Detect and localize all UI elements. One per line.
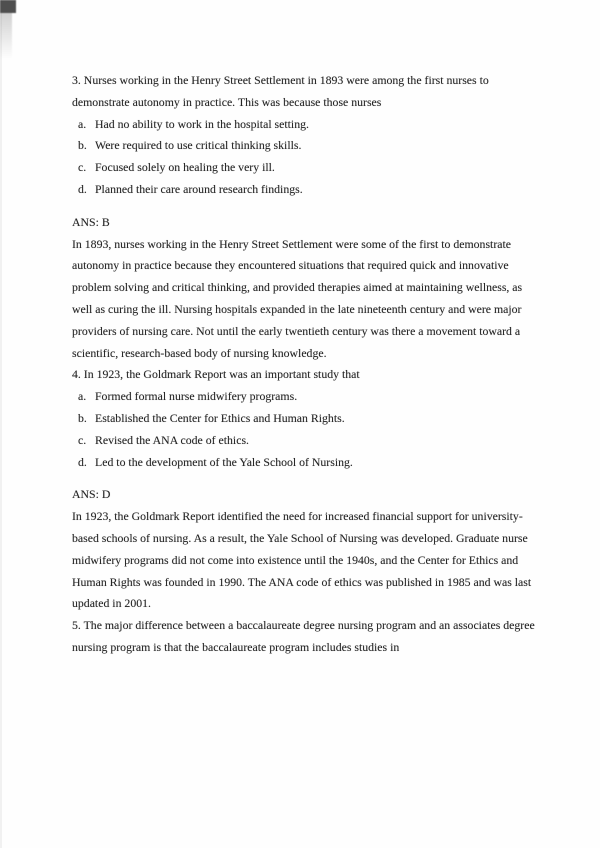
option-row — [72, 430, 544, 452]
option-row — [72, 157, 544, 179]
question-4-text: 4. In 1923, the Goldmark Report was an important study that — [72, 367, 360, 382]
option-row — [72, 135, 544, 157]
option-letter: d. — [78, 181, 87, 196]
question-3-rationale: In 1893, nurses working in the Henry Street Settlement were some of the first to demonstrate autonomy in practice because they encountered situations that required quick and innovative problem solving and critical thinking, and provided therapies aimed at maintaining wellness, as well as curing the ill. Nursing hospitals expanded in the late nineteenth century and were major providers of nursing care. Not until the early twentieth century was there a movement toward a scientific, research-based body of nursing knowledge. — [72, 236, 523, 360]
option-letter: c. — [78, 160, 87, 175]
option-row — [72, 452, 544, 474]
question-4-answer: ANS: D — [72, 487, 111, 502]
option-text: Led to the development of the Yale School of Nursing. — [95, 454, 353, 469]
question-4-options — [72, 386, 544, 473]
option-letter: b. — [78, 410, 87, 425]
option-letter: b. — [78, 138, 87, 153]
option-text: Focused solely on healing the very ill. — [95, 160, 275, 175]
question-4-rationale: In 1923, the Goldmark Report identified the need for increased financial support for university-based schools of nursing. As a result, the Yale School of Nursing was developed. Graduate nurse midwifery programs did not come into existence until the 1940s, and the Center for Ethics and Human Rights was founded in 1990. The ANA code of ethics was published in 1985 and was last updated in 2001. — [72, 509, 532, 611]
question-3-text: 3. Nurses working in the Henry Street Settlement in 1893 were among the first nurses to demonstrate autonomy in practice. This was because those nurses — [72, 73, 489, 109]
option-text: Were required to use critical thinking skills. — [95, 138, 302, 153]
option-letter: a. — [78, 116, 87, 131]
option-row — [72, 114, 544, 136]
option-letter: a. — [78, 389, 87, 404]
question-3-answer: ANS: B — [72, 214, 110, 229]
option-letter: c. — [78, 432, 87, 447]
question-3-options — [72, 114, 544, 201]
option-text: Established the Center for Ethics and Human Rights. — [95, 410, 345, 425]
option-text: Planned their care around research findings. — [95, 181, 303, 196]
option-text: Had no ability to work in the hospital setting. — [95, 116, 309, 131]
option-letter: d. — [78, 454, 87, 469]
option-row — [72, 386, 544, 408]
option-text: Formed formal nurse midwifery programs. — [95, 389, 298, 404]
option-row — [72, 408, 544, 430]
question-5-text: 5. The major difference between a baccalaureate degree nursing program and an associates degree nursing program is that the baccalaureate program includes studies in — [72, 618, 535, 654]
option-row — [72, 179, 544, 201]
option-text: Revised the ANA code of ethics. — [95, 432, 249, 447]
